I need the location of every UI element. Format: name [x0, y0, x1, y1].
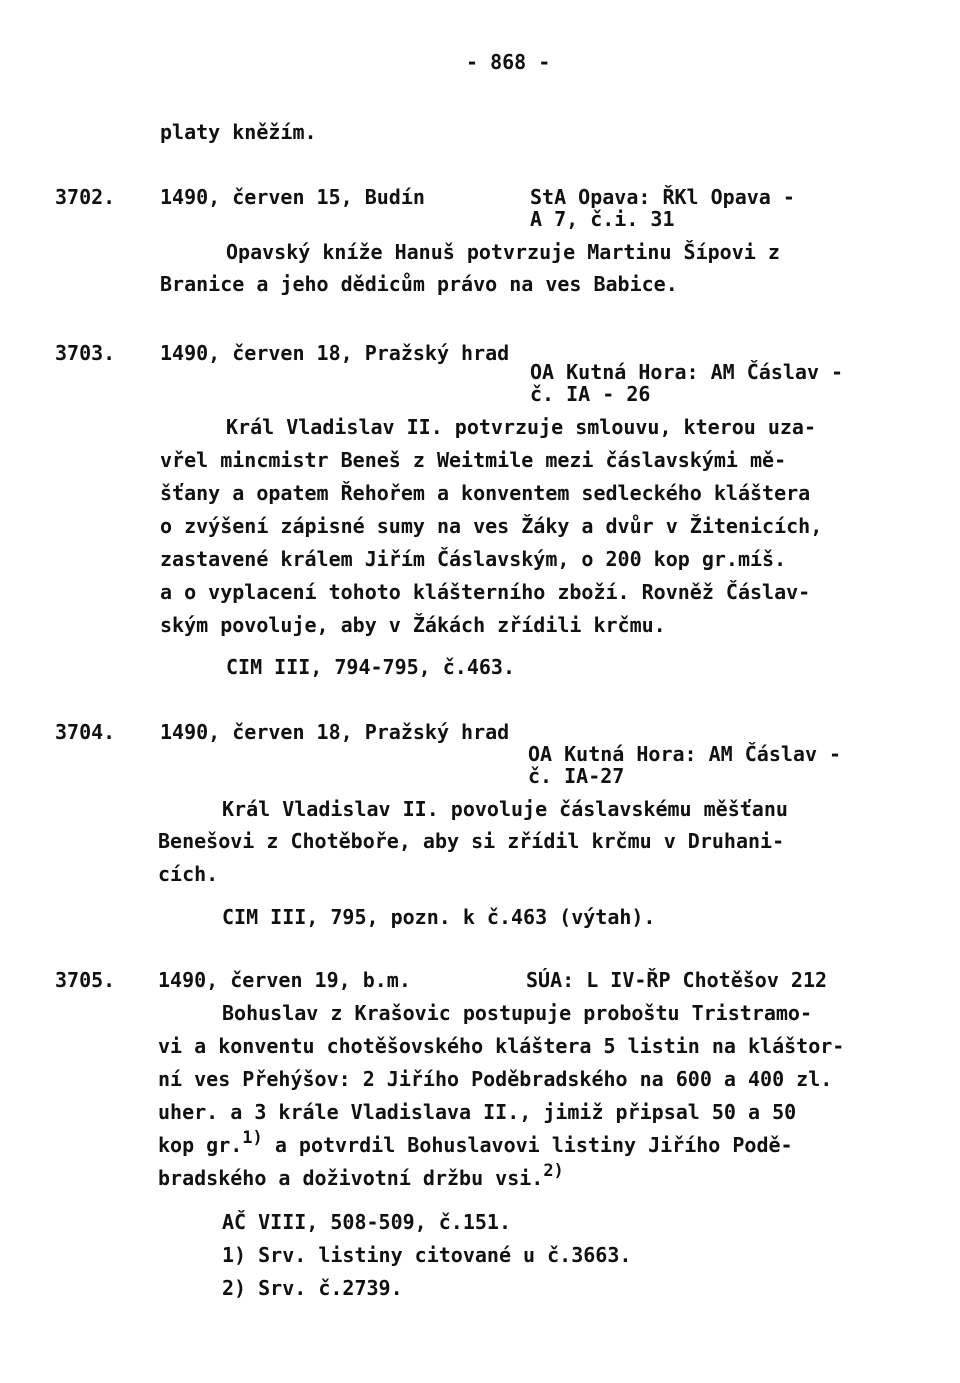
footnote: 2) Srv. č.2739.	[222, 1276, 403, 1300]
entry-citation: AČ VIII, 508-509, č.151.	[222, 1210, 511, 1234]
entry-text-line: šťany a opatem Řehořem a konventem sedleckého kláštera	[160, 481, 811, 505]
footnote-marker: 1)	[242, 1128, 263, 1148]
entry-date-place: 1490, červen 19, b.m.	[158, 968, 411, 992]
entry-number: 3705.	[55, 968, 116, 992]
entry-citation: CIM III, 795, pozn. k č.463 (výtah).	[222, 905, 656, 929]
page-number: - 868 -	[466, 50, 551, 74]
entry-date-place: 1490, červen 15, Budín	[160, 185, 425, 209]
entry-text-fragment: kop gr.	[158, 1133, 243, 1157]
entry-text-line	[158, 1161, 564, 1192]
entry-number: 3702.	[55, 185, 116, 209]
entry-text-line	[158, 1128, 793, 1159]
entry-date-place: 1490, červen 18, Pražský hrad	[160, 720, 510, 744]
entry-date-place: 1490, červen 18, Pražský hrad	[160, 341, 510, 365]
entry-text-line: uher. a 3 krále Vladislava II., jimiž připsal 50 a 50	[158, 1100, 797, 1124]
entry-text-line: Král Vladislav II. povoluje čáslavskému měšťanu	[222, 797, 788, 821]
entry-number: 3703.	[55, 341, 116, 365]
entry-text-line: ským povoluje, aby v Žákách zřídili krčmu.	[160, 613, 666, 637]
entry-archive: SÚA: L IV-ŘP Chotěšov 212	[526, 968, 828, 992]
footnote: 1) Srv. listiny citované u č.3663.	[222, 1243, 632, 1267]
entry-text-line: vi a konventu chotěšovského kláštera 5 listin na kláštor-	[158, 1034, 845, 1058]
entry-text-line: Král Vladislav II. potvrzuje smlouvu, kterou uza-	[226, 415, 817, 439]
entry-citation: CIM III, 794-795, č.463.	[226, 655, 515, 679]
intro-line: platy kněžím.	[160, 120, 317, 144]
entry-text-fragment: a potvrdil Bohuslavovi listiny Jiřího Podě-	[262, 1133, 793, 1157]
entry-archive: OA Kutná Hora: AM Čáslav -	[528, 742, 842, 766]
footnote-marker: 2)	[543, 1161, 564, 1181]
entry-text-line: Bohuslav z Krašovic postupuje proboštu Tristramo-	[222, 1001, 813, 1025]
entry-text-line: Opavský kníže Hanuš potvrzuje Martinu Šípovi z	[226, 240, 780, 264]
entry-text-line: Benešovi z Chotěboře, aby si zřídil krčmu v Druhani-	[158, 829, 785, 853]
entry-archive: A 7, č.i. 31	[530, 207, 675, 231]
entry-text-line: o zvýšení zápisné sumy na ves Žáky a dvůr v Žitenicích,	[160, 514, 823, 538]
entry-text-fragment: bradského a doživotní držbu vsi.	[158, 1166, 544, 1190]
entry-text-line: cích.	[158, 862, 219, 886]
entry-archive: č. IA - 26	[530, 382, 651, 406]
entry-text-line: ní ves Přehýšov: 2 Jiřího Poděbradského na 600 a 400 zl.	[158, 1067, 833, 1091]
entry-archive: č. IA-27	[528, 764, 625, 788]
entry-text-line: Branice a jeho dědicům právo na ves Babice.	[160, 272, 678, 296]
entry-number: 3704.	[55, 720, 116, 744]
entry-archive: OA Kutná Hora: AM Čáslav -	[530, 360, 844, 384]
entry-archive: StA Opava: ŘKl Opava -	[530, 185, 795, 209]
entry-text-line: a o vyplacení tohoto klášterního zboží. Rovněž Čáslav-	[160, 580, 811, 604]
entry-text-line: zastavené králem Jiřím Čáslavským, o 200 kop gr.míš.	[160, 547, 787, 571]
entry-text-line: vřel mincmistr Beneš z Weitmile mezi čáslavskými mě-	[160, 448, 787, 472]
